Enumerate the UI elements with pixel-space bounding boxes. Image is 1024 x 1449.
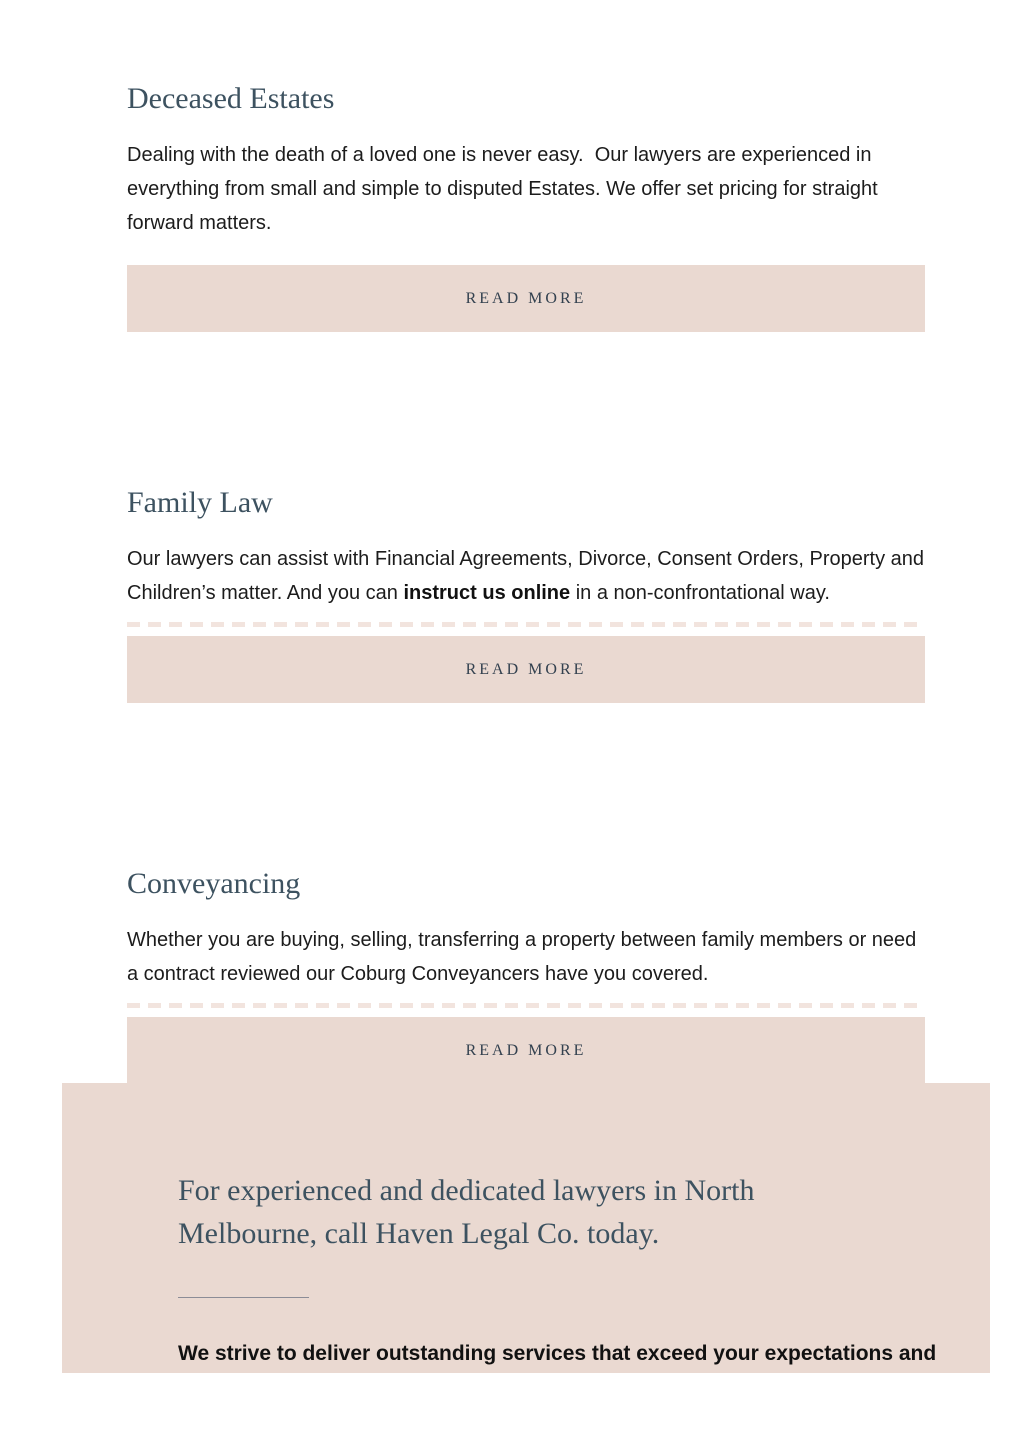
cta-subtext: We strive to deliver outstanding services that exceed your expectations and <box>178 1342 937 1365</box>
read-more-button-deceased-estates[interactable]: READ MORE <box>127 265 925 332</box>
read-more-button-conveyancing[interactable]: READ MORE <box>127 1017 925 1084</box>
section-title: Deceased Estates <box>127 82 335 115</box>
dashed-divider <box>127 622 925 627</box>
read-more-button-family-law[interactable]: READ MORE <box>127 636 925 703</box>
cta-heading: For experienced and dedicated lawyers in North Melbourne, call Haven Legal Co. today. <box>178 1174 755 1250</box>
paragraph-text: Our lawyers can assist with Financial Agreements, Divorce, Consent Orders, Property and Children’s matter. And you can <box>127 548 924 604</box>
section-paragraph <box>127 923 925 991</box>
section-paragraph <box>127 138 925 240</box>
section-conveyancing <box>127 865 925 1084</box>
cta-panel <box>62 1083 990 1373</box>
paragraph-text: Whether you are buying, selling, transferring a property between family members or need a contract reviewed our Coburg Conveyancers have you covered. <box>127 929 917 985</box>
section-title: Family Law <box>127 486 273 519</box>
section-title: Conveyancing <box>127 867 301 900</box>
section-family-law <box>127 484 925 703</box>
paragraph-text: in a non-confrontational way. <box>570 582 830 604</box>
dashed-divider <box>127 1003 925 1008</box>
section-paragraph <box>127 542 925 610</box>
paragraph-text: Dealing with the death of a loved one is never easy. Our lawyers are experienced in everything from small and simple to disputed Estates. We offer set pricing for straight forward matters. <box>127 144 878 234</box>
paragraph-bold-text: instruct us online <box>403 582 571 604</box>
cta-divider-line <box>178 1297 309 1298</box>
section-deceased-estates <box>127 80 925 332</box>
page-content <box>127 80 925 1084</box>
